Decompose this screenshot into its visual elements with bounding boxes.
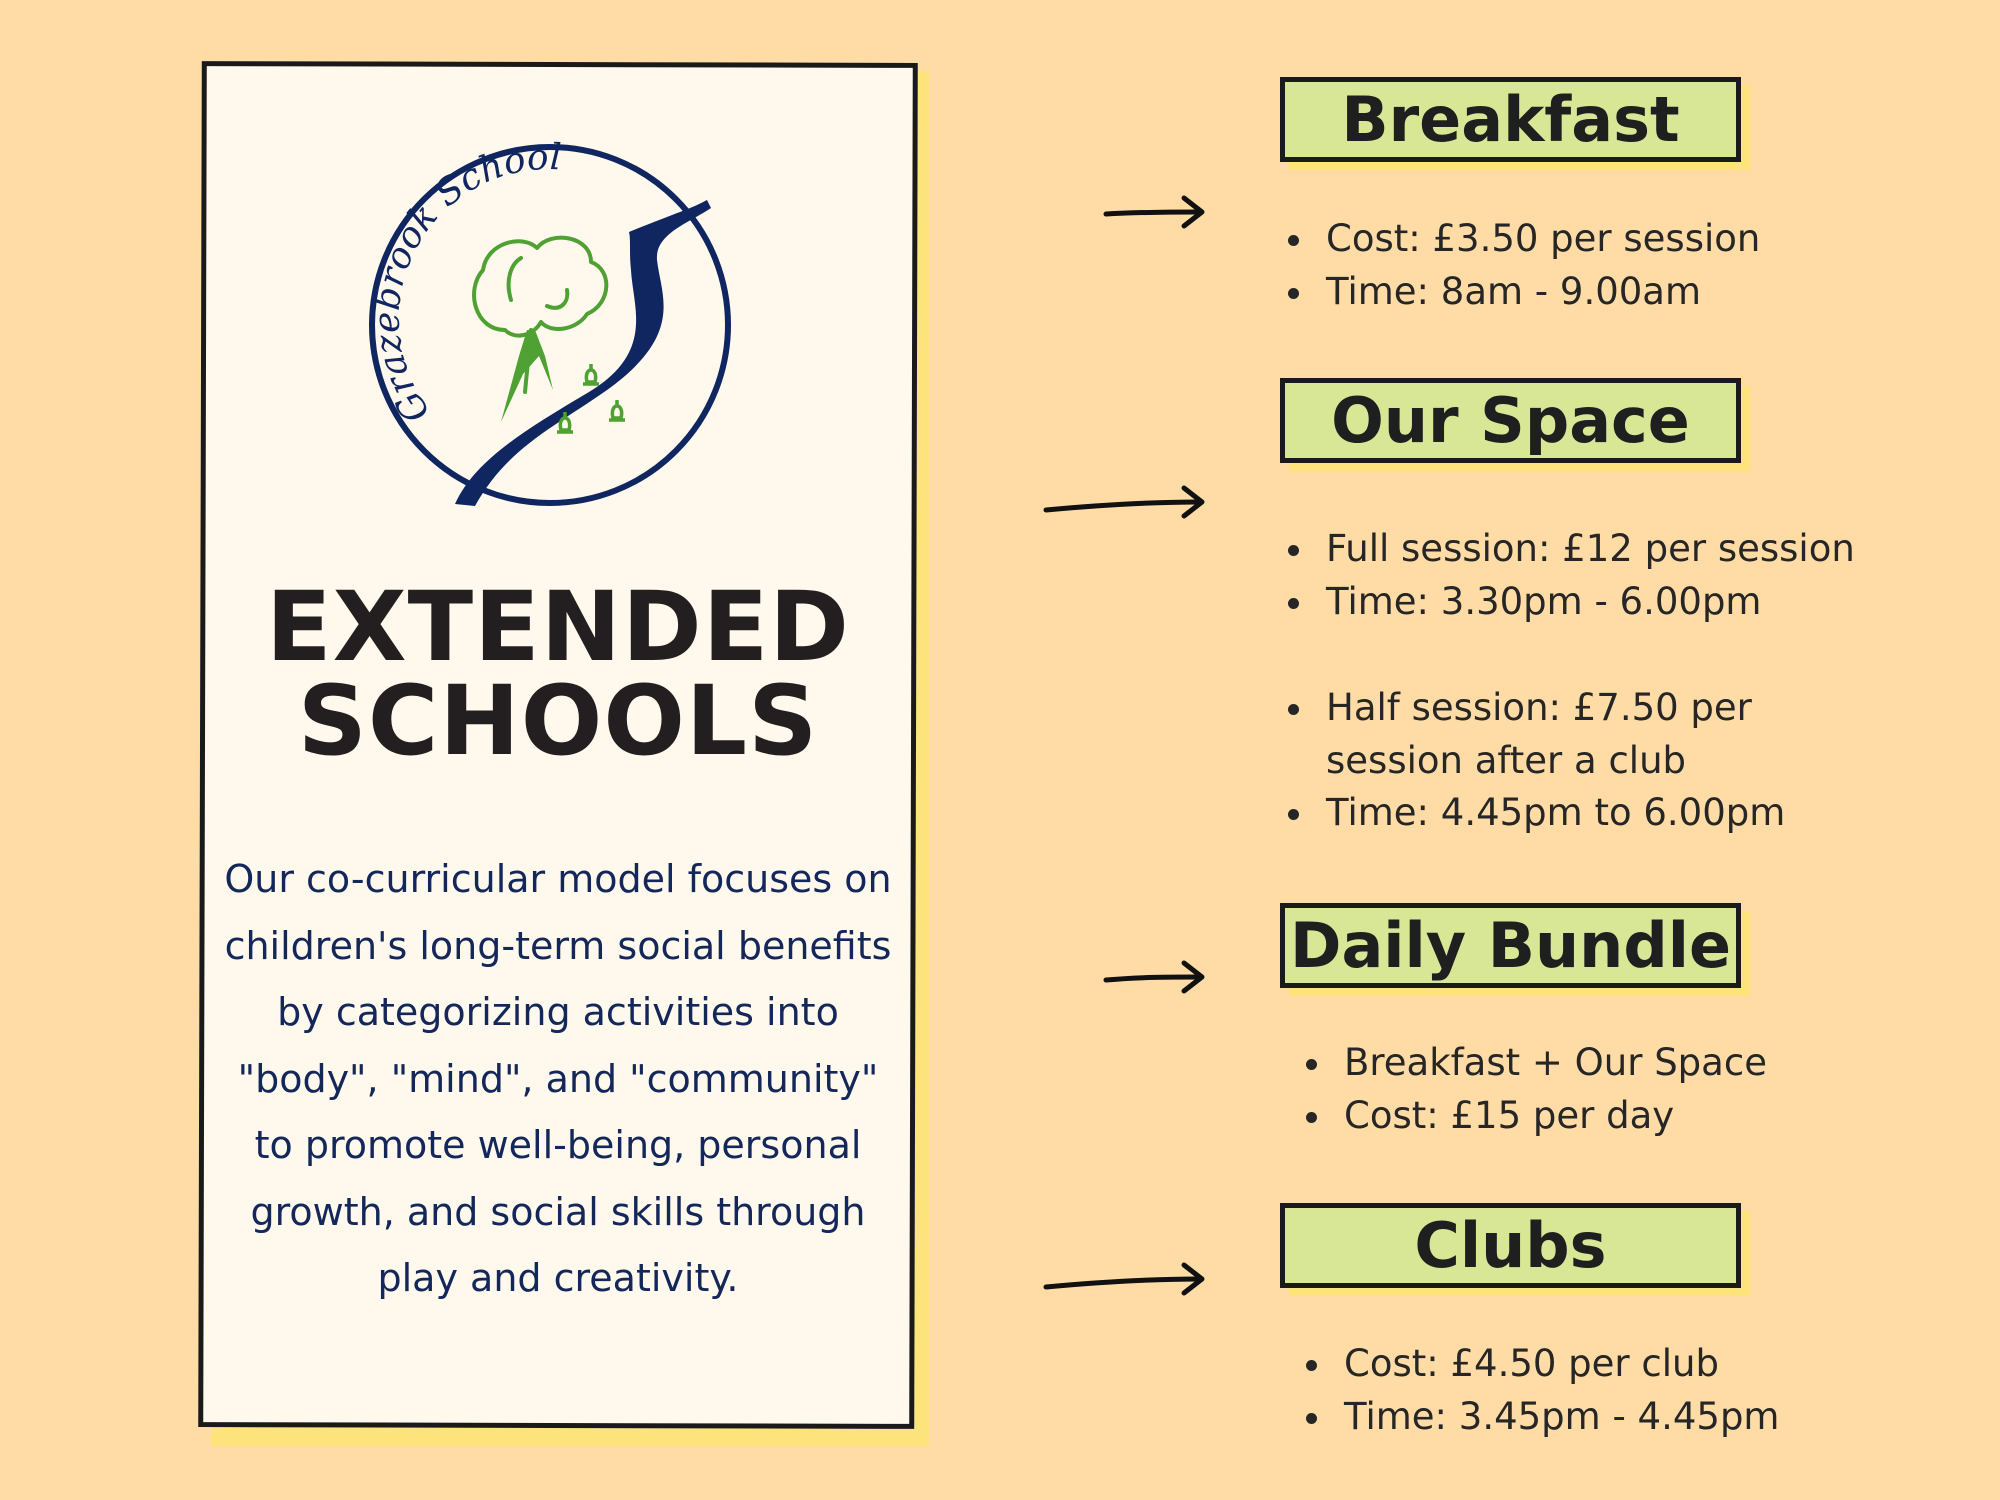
page-title	[200, 571, 916, 777]
list-item: Cost: £15 per day	[1304, 1090, 1767, 1143]
label-our-space: Our Space	[1280, 378, 1741, 463]
our-space-half-list	[1286, 682, 1806, 840]
list-item: Time: 4.45pm to 6.00pm	[1286, 787, 1806, 840]
list-item: Cost: £3.50 per session	[1286, 213, 1760, 266]
list-item: Time: 3.45pm - 4.45pm	[1304, 1391, 1779, 1444]
title-line-1: EXTENDED	[266, 571, 850, 683]
list-item: Half session: £7.50 per session after a club	[1286, 682, 1806, 787]
description: Our co-curricular model focuses on children's long-term social benefits by categorizing activities into "body", "mind", and "community" to promote well-being, personal growth, and social skills through play and creativity.	[224, 857, 892, 1300]
list-item: Time: 8am - 9.00am	[1286, 266, 1760, 319]
daily-bundle-list	[1304, 1037, 1767, 1142]
school-logo	[355, 130, 745, 520]
list-item: Breakfast + Our Space	[1304, 1037, 1767, 1090]
label-breakfast: Breakfast	[1280, 77, 1741, 162]
list-item: Full session: £12 per session	[1286, 523, 1855, 576]
arrow-icon	[1040, 1257, 1210, 1307]
list-item: Cost: £4.50 per club	[1304, 1338, 1779, 1391]
logo-text: Grazebrook School	[366, 136, 563, 430]
clubs-list	[1304, 1338, 1779, 1443]
our-space-list	[1286, 523, 1855, 628]
title-line-2: SCHOOLS	[297, 665, 819, 777]
arrow-icon	[1040, 480, 1210, 530]
arrow-icon	[1100, 955, 1210, 1005]
label-daily-bundle: Daily Bundle	[1280, 903, 1741, 988]
arrow-icon	[1100, 190, 1210, 240]
breakfast-list	[1286, 213, 1760, 318]
tree-icon	[474, 238, 606, 392]
label-clubs: Clubs	[1280, 1203, 1741, 1288]
list-item: Time: 3.30pm - 6.00pm	[1286, 576, 1855, 629]
